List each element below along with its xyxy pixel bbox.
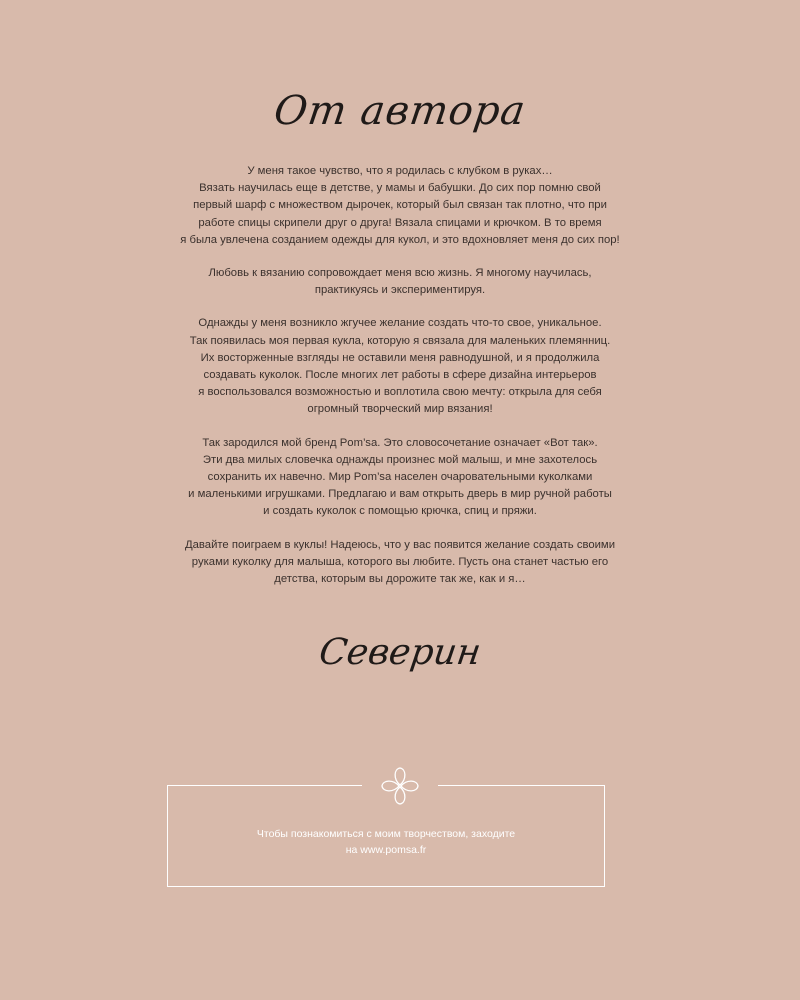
text-line: сохранить их навечно. Мир Pom’sa населен очаровательными куколками bbox=[207, 471, 593, 484]
text-line: и маленькими игрушками. Предлагаю и вам открыть дверь в мир ручной работы bbox=[188, 488, 612, 501]
text-line: У меня такое чувство, что я родилась с клубком в руках… bbox=[247, 165, 553, 177]
text-line: практикуясь и экспериментируя. bbox=[314, 284, 486, 297]
text-line: Эти два милых словечка однажды произнес мой малыш, и мне захотелось bbox=[202, 453, 598, 466]
paragraph-3 bbox=[140, 315, 660, 418]
text-line: я была увлечена созданием одежды для кукол, и это вдохновляет меня до сих пор! bbox=[180, 233, 620, 246]
text-line: Однажды у меня возникло жгучее желание создать что-то свое, уникальное. bbox=[198, 317, 602, 330]
paragraph-1 bbox=[140, 163, 660, 249]
text-line: Так появилась моя первая кукла, которую я связала для маленьких племянниц. bbox=[189, 334, 611, 347]
text-line: Их восторженные взгляды не оставили меня равнодушной, и я продолжила bbox=[200, 351, 600, 364]
text-line: огромный творческий мир вязания! bbox=[307, 403, 493, 416]
page-title: От автора bbox=[271, 88, 529, 134]
author-text bbox=[140, 163, 660, 604]
paragraph-4 bbox=[140, 435, 660, 521]
paragraph-5 bbox=[140, 537, 660, 589]
footer-text bbox=[167, 826, 605, 858]
text-line: Любовь к вязанию сопровождает меня всю жизнь. Я многому научилась, bbox=[208, 267, 592, 280]
footer-link[interactable]: на www.pomsa.fr bbox=[345, 844, 427, 856]
flower-icon bbox=[378, 764, 422, 808]
text-line: Давайте поиграем в куклы! Надеюсь, что у вас появится желание создать своими bbox=[184, 538, 616, 551]
text-line: Вязать научилась еще в детстве, у мамы и бабушки. До сих пор помню свой bbox=[199, 182, 601, 195]
footer-line: Чтобы познакомиться с моим творчеством, заходите bbox=[256, 828, 516, 840]
text-line: Так зародился мой бренд Pom’sa. Это словосочетание означает «Вот так». bbox=[202, 436, 598, 449]
text-line: создавать куколок. После многих лет работы в сфере дизайна интерьеров bbox=[203, 369, 597, 382]
paragraph-2 bbox=[140, 265, 660, 299]
text-line: детства, которым вы дорожите так же, как и я… bbox=[274, 573, 526, 586]
text-line: первый шарф с множеством дырочек, который был связан так плотно, что при bbox=[193, 199, 607, 212]
text-line: и создать куколок с помощью крючка, спиц и пряжи. bbox=[263, 505, 537, 518]
flower-ornament-icon bbox=[362, 767, 438, 805]
text-line: работе спицы скрипели друг о друга! Вязала спицами и крючком. В то время bbox=[198, 216, 602, 229]
text-line: я воспользовался возможностью и воплотила свою мечту: открыла для себя bbox=[198, 386, 602, 399]
text-line: руками куколку для малыша, которого вы любите. Пусть она станет частью его bbox=[191, 555, 609, 568]
author-signature: Северин bbox=[316, 632, 484, 673]
